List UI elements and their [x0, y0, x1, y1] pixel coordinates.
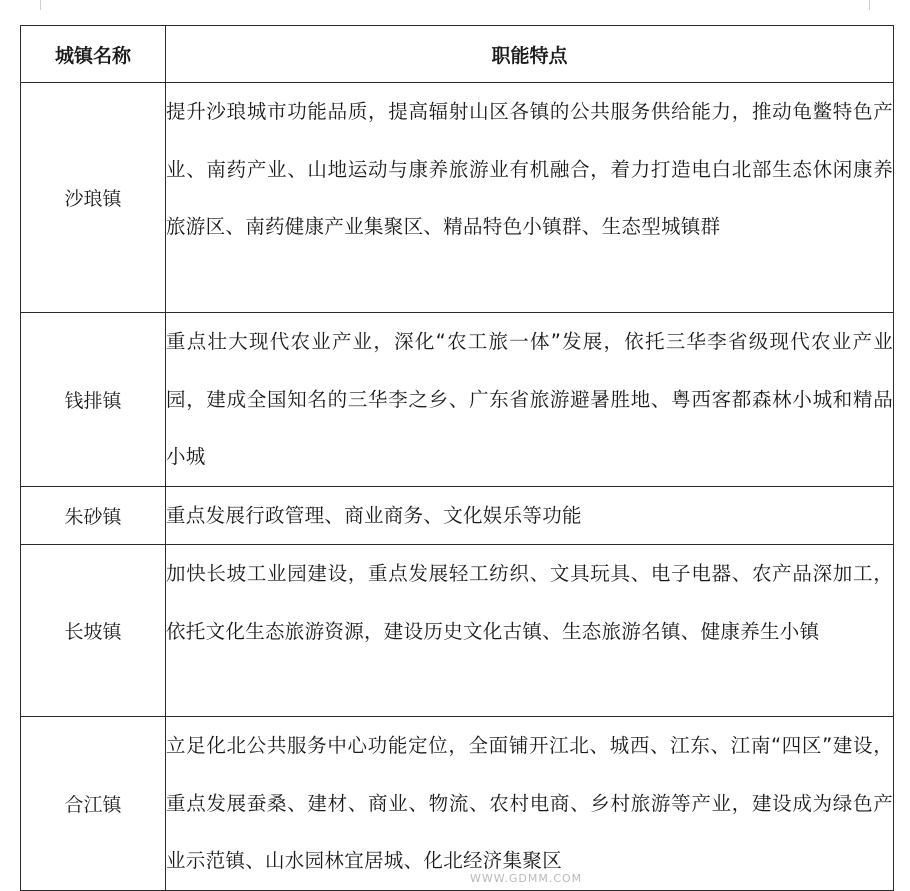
- town-name-cell: 钱排镇: [21, 313, 166, 487]
- table-row: [21, 545, 894, 717]
- function-cell: 提升沙琅城市功能品质，提高辐射山区各镇的公共服务供给能力，推动龟鳖特色产业、南药产业、山地运动与康养旅游业有机融合，着力打造电白北部生态休闲康养旅游区、南药健康产业集聚区、精品特色小镇群、生态型城镇群: [166, 83, 894, 313]
- page-edge-right: [869, 0, 870, 10]
- town-function-table: [20, 25, 894, 891]
- table-row: [21, 313, 894, 487]
- function-cell: 加快长坡工业园建设，重点发展轻工纺织、文具玩具、电子电器、农产品深加工，依托文化生态旅游资源，建设历史文化古镇、生态旅游名镇、健康养生小镇: [166, 545, 894, 717]
- town-name-cell: 沙琅镇: [21, 83, 166, 313]
- town-name-cell: 长坡镇: [21, 545, 166, 717]
- watermark: WWW.GDMM.COM: [470, 872, 583, 885]
- function-cell: 重点壮大现代农业产业，深化“农工旅一体”发展，依托三华李省级现代农业产业园，建成全国知名的三华李之乡、广东省旅游避暑胜地、粤西客都森林小城和精品小城: [166, 313, 894, 487]
- function-cell: 立足化北公共服务中心功能定位，全面铺开江北、城西、江东、江南“四区”建设，重点发展蚕桑、建材、商业、物流、农村电商、乡村旅游等产业，建设成为绿色产业示范镇、山水园林宜居城、化北经济集聚区: [166, 717, 894, 891]
- function-cell: 重点发展行政管理、商业商务、文化娱乐等功能: [166, 486, 894, 545]
- page-edge-left: [40, 0, 41, 10]
- town-name-cell: 合江镇: [21, 717, 166, 891]
- header-town-name: 城镇名称: [21, 26, 166, 83]
- town-name-cell: 朱砂镇: [21, 486, 166, 545]
- header-function: 职能特点: [166, 26, 894, 83]
- table-row: [21, 486, 894, 545]
- table-header-row: [21, 26, 894, 83]
- table-row: [21, 83, 894, 313]
- table-row: [21, 717, 894, 891]
